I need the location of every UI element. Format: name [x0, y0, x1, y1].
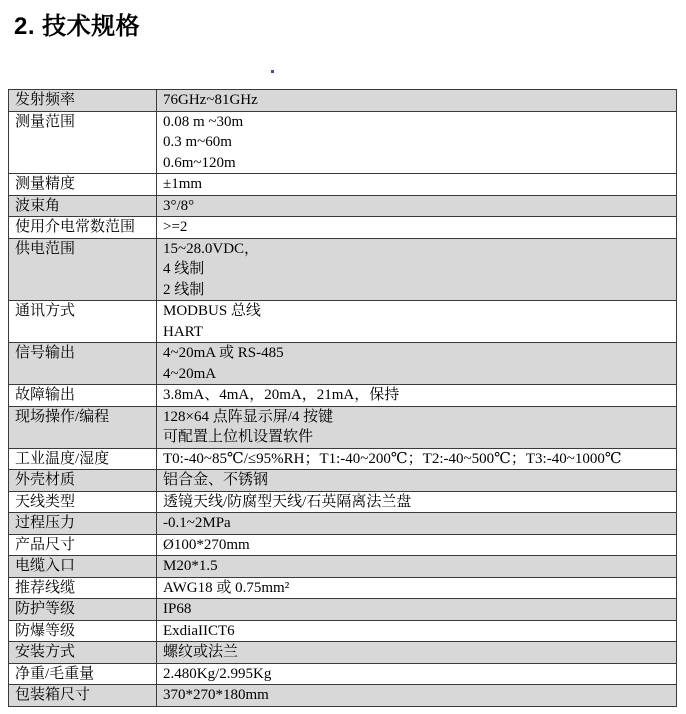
spec-label: 工业温度/湿度	[9, 448, 157, 470]
table-row	[9, 111, 677, 174]
spec-value-line: MODBUS 总线	[163, 303, 261, 319]
spec-value-line: 2 线制	[163, 281, 205, 298]
table-row	[9, 448, 677, 470]
spec-value	[157, 534, 677, 556]
spec-value-line: 76GHz~81GHz	[163, 92, 258, 108]
spec-label: 故障输出	[9, 385, 157, 407]
stray-dot	[271, 70, 274, 73]
spec-value-line: 铝合金、不锈钢	[163, 472, 269, 488]
spec-value	[157, 685, 677, 707]
spec-label: 发射频率	[9, 90, 157, 112]
spec-value-line: 0.3 m~60m	[163, 134, 232, 150]
spec-label: 使用介电常数范围	[9, 217, 157, 239]
spec-value	[157, 406, 677, 448]
spec-value-line: HART	[163, 323, 203, 340]
spec-label: 现场操作/编程	[9, 406, 157, 448]
spec-value	[157, 620, 677, 642]
table-row	[9, 174, 677, 196]
spec-label: 测量精度	[9, 174, 157, 196]
table-row	[9, 406, 677, 448]
spec-label: 测量范围	[9, 111, 157, 174]
spec-value-line: T0:-40~85℃/≤95%RH；T1:-40~200℃；T2:-40~500℃；T3:-40~1000℃	[163, 450, 622, 467]
spec-label: 信号输出	[9, 343, 157, 385]
spec-value	[157, 470, 677, 492]
table-row	[9, 685, 677, 707]
spec-value	[157, 556, 677, 578]
spec-value-line: M20*1.5	[163, 558, 218, 574]
spec-value	[157, 577, 677, 599]
spec-label: 防爆等级	[9, 620, 157, 642]
spec-value	[157, 111, 677, 174]
spec-value-line: 128×64 点阵显示屏/4 按键	[163, 408, 334, 425]
spec-label: 天线类型	[9, 491, 157, 513]
spec-value	[157, 217, 677, 239]
spec-label: 电缆入口	[9, 556, 157, 578]
spec-value	[157, 301, 677, 343]
table-row	[9, 534, 677, 556]
spec-value-line: IP68	[163, 601, 192, 617]
spec-value	[157, 385, 677, 407]
spec-label: 供电范围	[9, 238, 157, 301]
spec-value-line: -0.1~2MPa	[163, 515, 231, 531]
table-row	[9, 343, 677, 385]
spec-value	[157, 663, 677, 685]
spec-value	[157, 174, 677, 196]
spec-label: 外壳材质	[9, 470, 157, 492]
spec-label: 净重/毛重量	[9, 663, 157, 685]
spec-value-line: ExdiaIICT6	[163, 622, 235, 639]
spec-value	[157, 599, 677, 621]
spec-label: 通讯方式	[9, 301, 157, 343]
spec-table	[8, 89, 677, 707]
table-row	[9, 556, 677, 578]
table-row	[9, 577, 677, 599]
spec-label: 波束角	[9, 195, 157, 217]
table-row	[9, 663, 677, 685]
table-row	[9, 470, 677, 492]
table-row	[9, 195, 677, 217]
spec-value-line: 可配置上位机设置软件	[163, 429, 314, 445]
spec-value	[157, 90, 677, 112]
table-row	[9, 599, 677, 621]
spec-value-line: Ø100*270mm	[163, 536, 250, 553]
table-row	[9, 642, 677, 664]
spec-value-line: AWG18 或 0.75mm²	[163, 579, 290, 596]
table-row	[9, 301, 677, 343]
spec-value-line: ±1mm	[163, 176, 203, 192]
spec-value-line: 4~20mA	[163, 365, 217, 382]
spec-value	[157, 343, 677, 385]
table-row	[9, 620, 677, 642]
spec-label: 产品尺寸	[9, 534, 157, 556]
spec-value-line: 0.08 m ~30m	[163, 113, 244, 130]
table-row	[9, 90, 677, 112]
table-row	[9, 491, 677, 513]
spec-value-line: 透镜天线/防腐型天线/石英隔离法兰盘	[163, 493, 412, 510]
spec-label: 安装方式	[9, 642, 157, 664]
spec-label: 包装箱尺寸	[9, 685, 157, 707]
spec-value-line: 4 线制	[163, 261, 205, 277]
spec-value	[157, 195, 677, 217]
spec-label: 推荐线缆	[9, 577, 157, 599]
spec-label: 过程压力	[9, 513, 157, 535]
table-row	[9, 217, 677, 239]
spec-value-line: 15~28.0VDC，	[163, 240, 260, 257]
spec-value-line: 3.8mA、4mA，20mA，21mA，保持	[163, 387, 400, 403]
spec-value-line: 螺纹或法兰	[163, 644, 239, 660]
spec-value	[157, 513, 677, 535]
spec-value-line: 4~20mA 或 RS-485	[163, 345, 284, 361]
spec-table-body	[9, 90, 677, 707]
spec-value-line: >=2	[163, 219, 188, 235]
table-row	[9, 513, 677, 535]
spec-value-line: 370*270*180mm	[163, 687, 269, 703]
page-title: 2. 技术规格	[14, 13, 141, 40]
table-row	[9, 238, 677, 301]
spec-value-line: 3°/8°	[163, 197, 195, 214]
spec-value	[157, 491, 677, 513]
table-row	[9, 385, 677, 407]
spec-value	[157, 448, 677, 470]
spec-value-line: 2.480Kg/2.995Kg	[163, 665, 272, 682]
spec-value-line: 0.6m~120m	[163, 154, 236, 171]
spec-value	[157, 238, 677, 301]
spec-value	[157, 642, 677, 664]
spec-label: 防护等级	[9, 599, 157, 621]
